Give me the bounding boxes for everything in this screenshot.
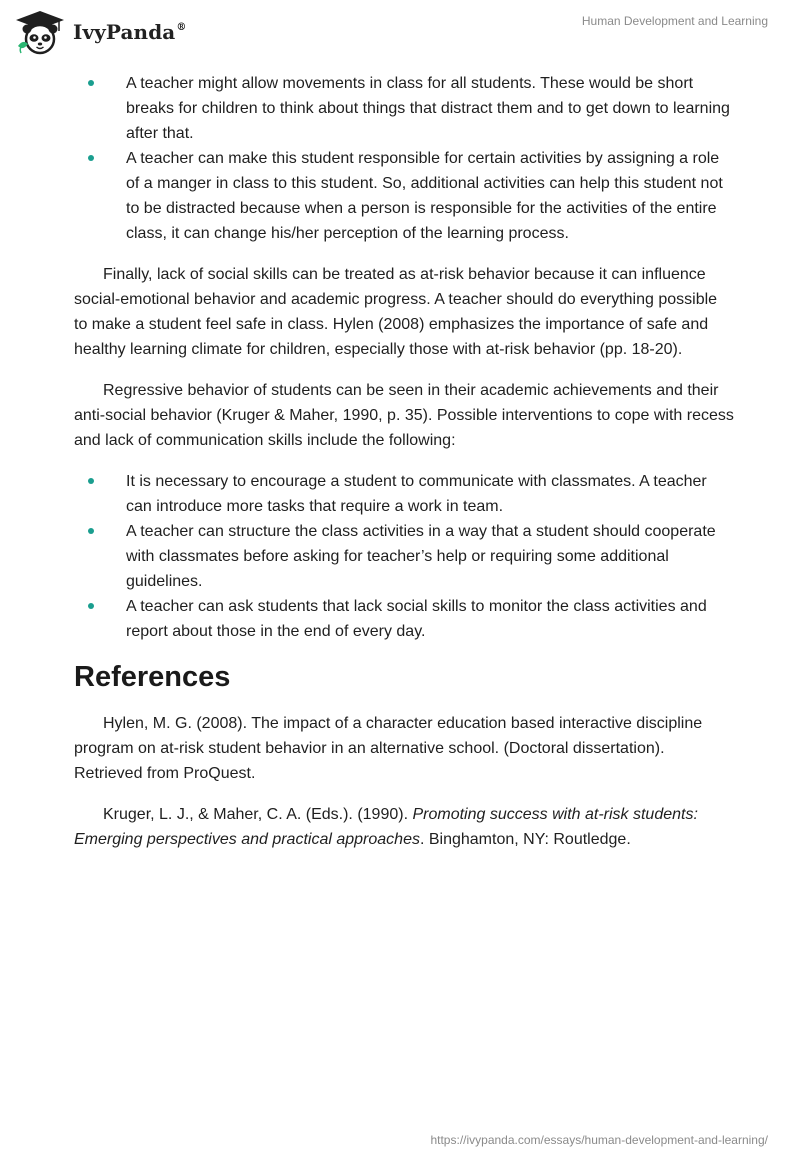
interventions-list-2 [74, 469, 734, 644]
panda-graduate-icon [14, 9, 66, 55]
brand-name: IvyPanda® [73, 20, 187, 44]
registered-mark: ® [176, 22, 187, 33]
list-item: It is necessary to encourage a student to communicate with classmates. A teacher can introduce more tasks that require a work in team. [74, 469, 734, 519]
list-item: A teacher might allow movements in class for all students. These would be short breaks for children to think about things that distract them and to get down to learning after that. [74, 71, 734, 146]
bullet-icon [88, 478, 94, 484]
reference-entry: Kruger, L. J., & Maher, C. A. (Eds.). (1990). Promoting success with at-risk students: Emerging perspectives and practical approaches. Binghamton, NY: Routledge. [74, 806, 698, 848]
bullet-icon [88, 528, 94, 534]
bullet-icon [88, 80, 94, 86]
list-item: A teacher can make this student responsible for certain activities by assigning a role of a manger in class to this student. So, additional activities can help this student not to be distracted because when a person is responsible for the activities of the entire class, it can change his/her perception of the learning process. [74, 146, 734, 246]
paragraph-social-skills: Finally, lack of social skills can be treated as at-risk behavior because it can influence social-emotional behavior and academic progress. A teacher should do everything possible to make a student feel safe in class. Hylen (2008) emphasizes the importance of safe and healthy learning climate for children, especially those with at-risk behavior (pp. 18-20). [74, 266, 718, 358]
list-item: A teacher can ask students that lack social skills to monitor the class activities and report about those in the end of every day. [74, 594, 734, 644]
page-header [0, 0, 800, 60]
document-title: Human Development and Learning [581, 14, 768, 28]
interventions-list-1 [74, 71, 734, 246]
brand-logo[interactable] [14, 9, 186, 55]
essay-content [74, 71, 734, 852]
references-heading: References [74, 661, 231, 693]
reference-entry: Hylen, M. G. (2008). The impact of a character education based interactive discipline program on at-risk student behavior in an alternative school. (Doctoral dissertation). Retrieved from ProQuest. [74, 715, 703, 782]
bullet-icon [88, 603, 94, 609]
bullet-icon [88, 155, 94, 161]
source-url-link[interactable]: https://ivypanda.com/essays/human-development-and-learning/ [430, 1133, 768, 1147]
list-item: A teacher can structure the class activities in a way that a student should cooperate with classmates before asking for teacher’s help or requiring some additional guidelines. [74, 519, 734, 594]
reference-book-title: Promoting success with at-risk students: Emerging perspectives and practical approaches [74, 806, 698, 848]
paragraph-regressive-behavior: Regressive behavior of students can be seen in their academic achievements and their anti-social behavior (Kruger & Maher, 1990, p. 35). Possible interventions to cope with recess and lack of communication skills include the following: [74, 382, 734, 449]
